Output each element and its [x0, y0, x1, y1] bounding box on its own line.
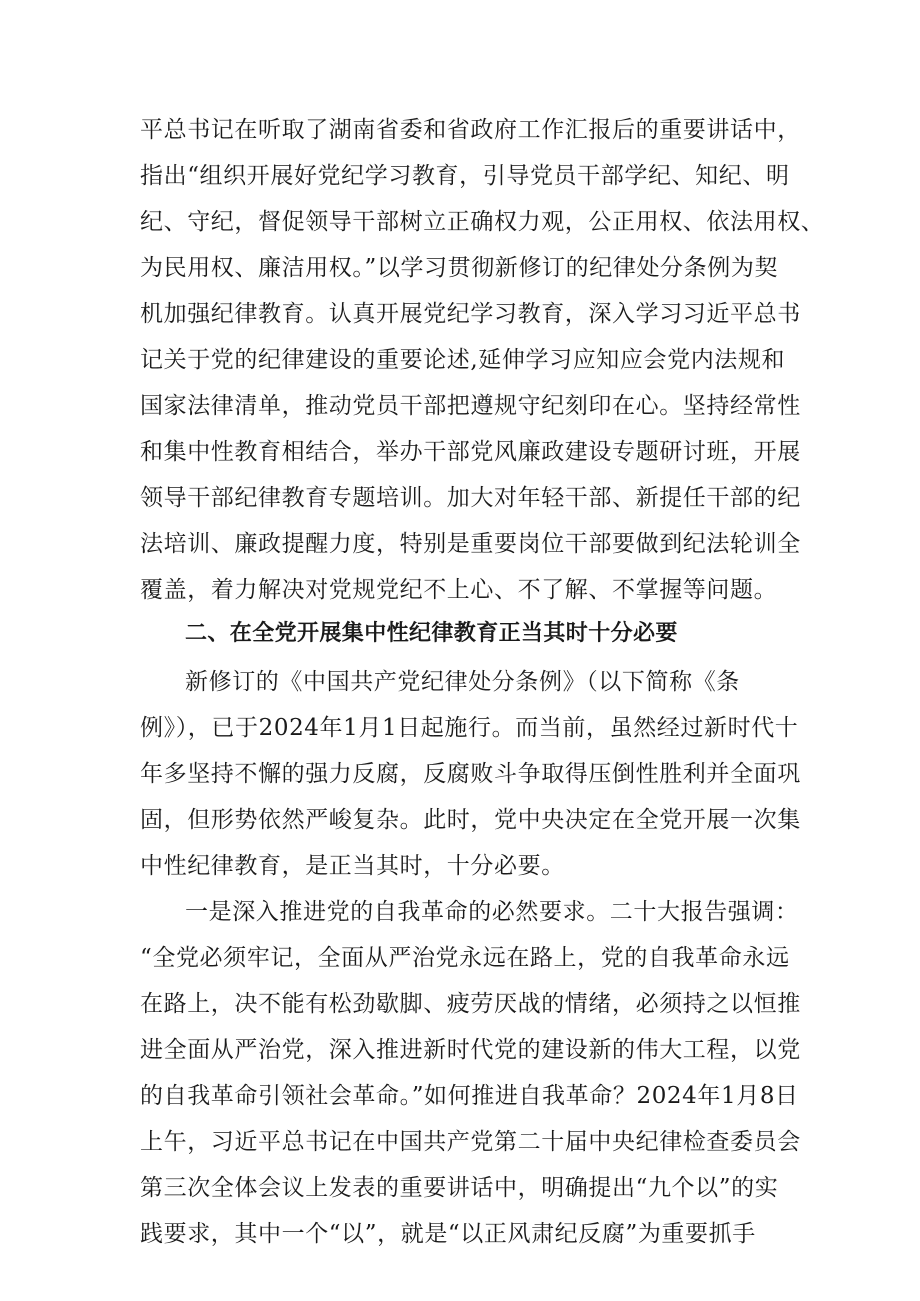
paragraph-line: 纪、守纪，督促领导干部树立正确权力观，公正用权、依法用权、	[140, 209, 825, 235]
paragraph-line: 年多坚持不懈的强力反腐，反腐败斗争取得压倒性胜利并全面巩	[140, 761, 801, 787]
paragraph-line: 践要求，其中一个“以”，就是“以正风肃纪反腐”为重要抓手	[140, 1221, 756, 1247]
paragraph-line: 第三次全体会议上发表的重要讲话中，明确提出“九个以”的实	[140, 1175, 779, 1201]
paragraph-line: 法培训、廉政提醒力度，特别是重要岗位干部要做到纪法轮训全	[140, 531, 801, 557]
paragraph-line: 机加强纪律教育。认真开展党纪学习教育，深入学习习近平总书	[140, 301, 801, 327]
paragraph-line: 覆盖，着力解决对党规党纪不上心、不了解、不掌握等问题。	[140, 577, 778, 603]
paragraph-line: 进全面从严治党，深入推进新时代党的建设新的伟大工程，以党	[140, 1037, 801, 1063]
paragraph-line: 在路上，决不能有松劲歇脚、疲劳厌战的情绪，必须持之以恒推	[140, 991, 801, 1017]
paragraph-line: 的自我革命引领社会革命。”如何推进自我革命？2024年1月8日	[140, 1083, 799, 1109]
paragraph-line: 固，但形势依然严峻复杂。此时，党中央决定在全党开展一次集	[140, 807, 801, 833]
paragraph-line: 新修订的《中国共产党纪律处分条例》（以下简称《条	[185, 669, 740, 695]
paragraph-line: 记关于党的纪律建设的重要论述,延伸学习应知应会党内法规和	[140, 347, 786, 373]
section-heading: 二、在全党开展集中性纪律教育正当其时十分必要	[185, 621, 678, 646]
paragraph-line: 一是深入推进党的自我革命的必然要求。二十大报告强调：	[185, 899, 799, 925]
paragraph-line: 指出“组织开展好党纪学习教育，引导党员干部学纪、知纪、明	[140, 163, 790, 189]
paragraph-line: 为民用权、廉洁用权。”以学习贯彻新修订的纪律处分条例为契	[140, 255, 779, 281]
paragraph-line: 国家法律清单，推动党员干部把遵规守纪刻印在心。坚持经常性	[140, 393, 801, 419]
paragraph-line: 和集中性教育相结合，举办干部党风廉政建设专题研讨班，开展	[140, 439, 801, 465]
paragraph-line: “全党必须牢记，全面从严治党永远在路上，党的自我革命永远	[140, 945, 790, 971]
paragraph-line: 领导干部纪律教育专题培训。加大对年轻干部、新提任干部的纪	[140, 485, 801, 511]
paragraph-line: 上午，习近平总书记在中国共产党第二十届中央纪律检查委员会	[140, 1129, 801, 1155]
paragraph-line: 例》），已于2024年1月1日起施行。而当前，虽然经过新时代十	[140, 715, 799, 741]
paragraph-line: 平总书记在听取了湖南省委和省政府工作汇报后的重要讲话中，	[140, 117, 801, 143]
paragraph-line: 中性纪律教育，是正当其时，十分必要。	[140, 853, 565, 879]
